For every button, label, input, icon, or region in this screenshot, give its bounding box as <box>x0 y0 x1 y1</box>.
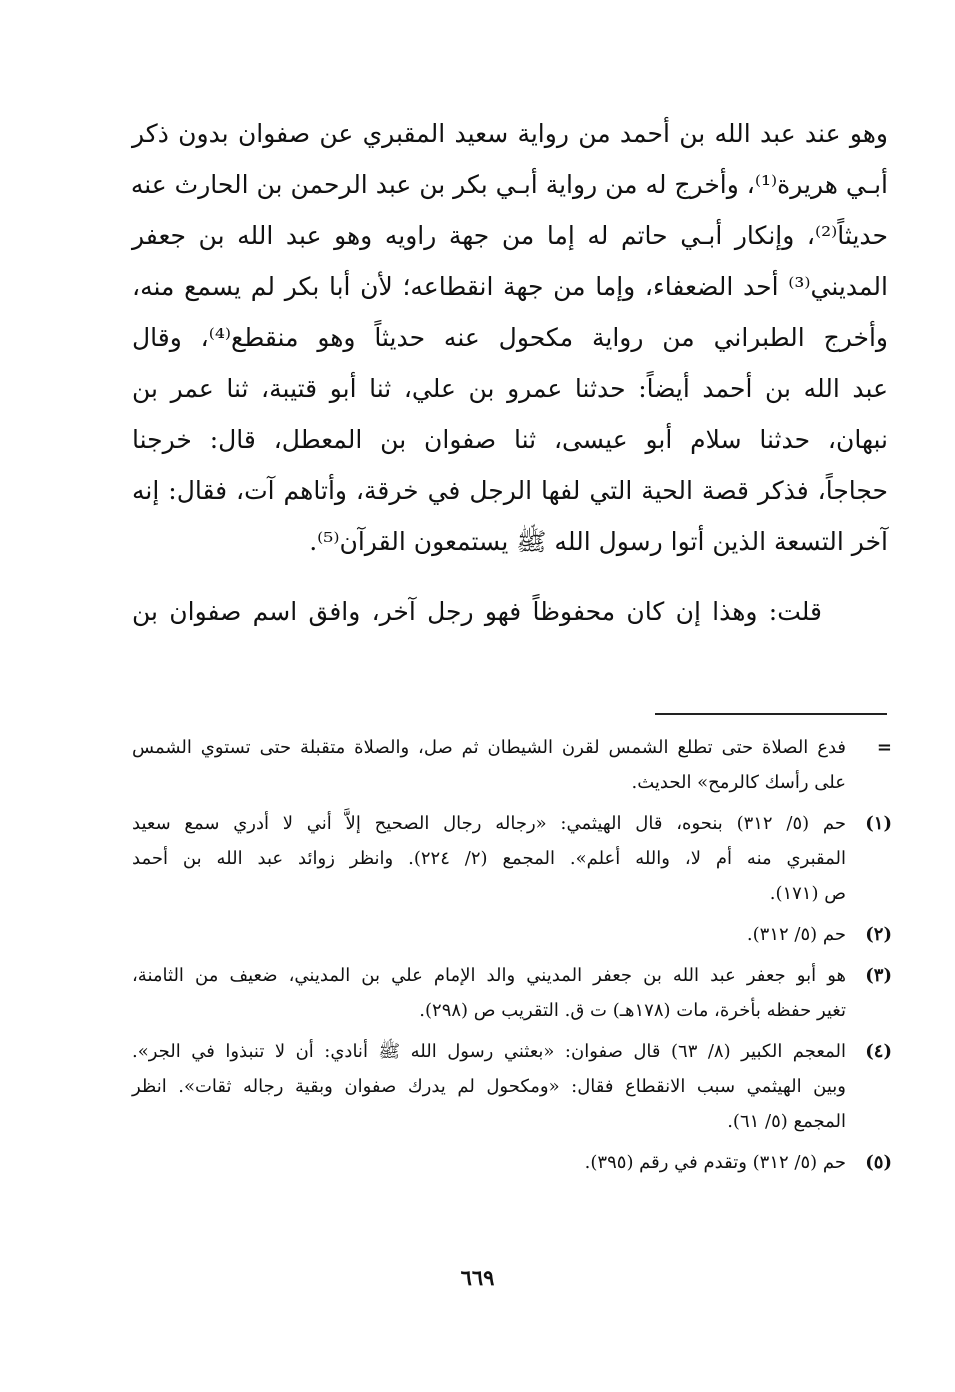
text-line: عبد الله بن أحمد أيضاً: حدثنا عمرو بن علي، ثنا أبو قتيبة، ثنا عمر بن <box>132 374 888 403</box>
text-line: وهو عند عبد الله بن أحمد من رواية سعيد المقبري عن صفوان بدون ذكر <box>132 119 888 148</box>
page-number: ٦٦٩ <box>460 1265 495 1290</box>
footnote-text <box>132 1145 846 1180</box>
footnote-continuation <box>132 730 892 800</box>
footnote-3 <box>132 958 892 1028</box>
footnote-number: (١) <box>865 813 892 834</box>
footnote-line: المجمع (٥/ ٦١). <box>727 1111 846 1132</box>
footnote-line: هو أبو جعفر عبد الله بن جعفر المديني والد الإمام علي بن المديني، ضعيف من الثامنة، <box>132 965 846 986</box>
footnote-number: (٤) <box>865 1041 892 1062</box>
footnote-5 <box>132 1145 892 1180</box>
footnote-text <box>132 1034 846 1139</box>
footnote-1 <box>132 806 892 911</box>
footnotes <box>132 730 892 1186</box>
footnote-number: = <box>876 737 892 758</box>
footnote-line: ص (١٧١). <box>769 883 846 904</box>
footnote-number: (٥) <box>865 1152 892 1173</box>
text-line: آخر التسعة الذين أتوا رسول الله ﷺ يستمعون القرآن⁽⁵⁾. <box>309 527 888 556</box>
footnote-number: (٢) <box>865 924 892 945</box>
text-line: حجاجاً، فذكر قصة الحية التي لفها الرجل في خرقة، وأتاهم آت، فقال: إنه <box>132 476 888 505</box>
footnote-line: فدع الصلاة حتى تطلع الشمس لقرن الشيطان ثم صل، والصلاة متقبلة حتى تستوي الشمس <box>132 737 846 758</box>
footnote-line: وبين الهيثمي سبب الانقطاع فقال: «ومكحول لم يدرك صفوان وبقية رجاله ثقات». انظر <box>132 1076 846 1097</box>
main-text <box>132 108 888 567</box>
footnote-text <box>132 806 846 911</box>
footnote-separator <box>655 713 887 715</box>
qult-line: قلت: وهذا إن كان محفوظاً فهو رجل آخر، وافق اسم صفوان بن <box>132 597 822 626</box>
footnote-line: المقبري منه أم لا، والله أعلم». المجمع (٢/ ٢٢٤). وانظر زوائد عبد الله بن أحمد <box>132 848 847 869</box>
footnote-text <box>132 917 846 952</box>
text-line: نبهان، حدثنا سلام أبو عيسى، ثنا صفوان بن المعطل، قال: خرجنا <box>132 425 888 454</box>
footnote-text <box>132 730 846 800</box>
footnote-line: حم (٥/ ٣١٢). <box>746 924 846 945</box>
footnote-4 <box>132 1034 892 1139</box>
footnote-text <box>132 958 846 1028</box>
footnote-line: تغير حفظه بأخرة، مات (١٧٨هـ) ت ق. التقريب ص (٢٩٨). <box>419 1000 846 1021</box>
text-line: وأخرج الطبراني من رواية مكحول عنه حديثاً وهو منقطع⁽⁴⁾، وقال <box>132 323 888 352</box>
footnote-line: على رأسك كالرمح» الحديث. <box>631 772 846 793</box>
footnote-number: (٣) <box>865 965 892 986</box>
footnote-line: المعجم الكبير (٨/ ٦٣) قال صفوان: «بعثني رسول الله ﷺ أنادي: أن لا تنبذوا في الجر». <box>132 1041 846 1062</box>
text-line: أبـي هريرة⁽¹⁾، وأخرج له من رواية أبـي بكر بن عبد الرحمن بن الحارث عنه <box>130 170 888 199</box>
footnote-2 <box>132 917 892 952</box>
main-paragraph <box>132 108 888 567</box>
text-line: المديني⁽³⁾ أحد الضعفاء، وإما من جهة انقطاعه؛ لأن أبا بكر لم يسمع منه، <box>132 272 888 301</box>
footnote-line: حم (٥/ ٣١٢) بنحوه، قال الهيثمي: «رجاله رجال الصحيح إلاَّ أني لا أدري سمع سعيد <box>132 813 846 834</box>
footnote-line: حم (٥/ ٣١٢) وتقدم في رقم (٣٩٥). <box>584 1152 846 1173</box>
text-line: حديثاً⁽²⁾، وإنكار أبـي حاتم له إما من جهة راويه وهو عبد الله بن جعفر <box>132 221 888 250</box>
